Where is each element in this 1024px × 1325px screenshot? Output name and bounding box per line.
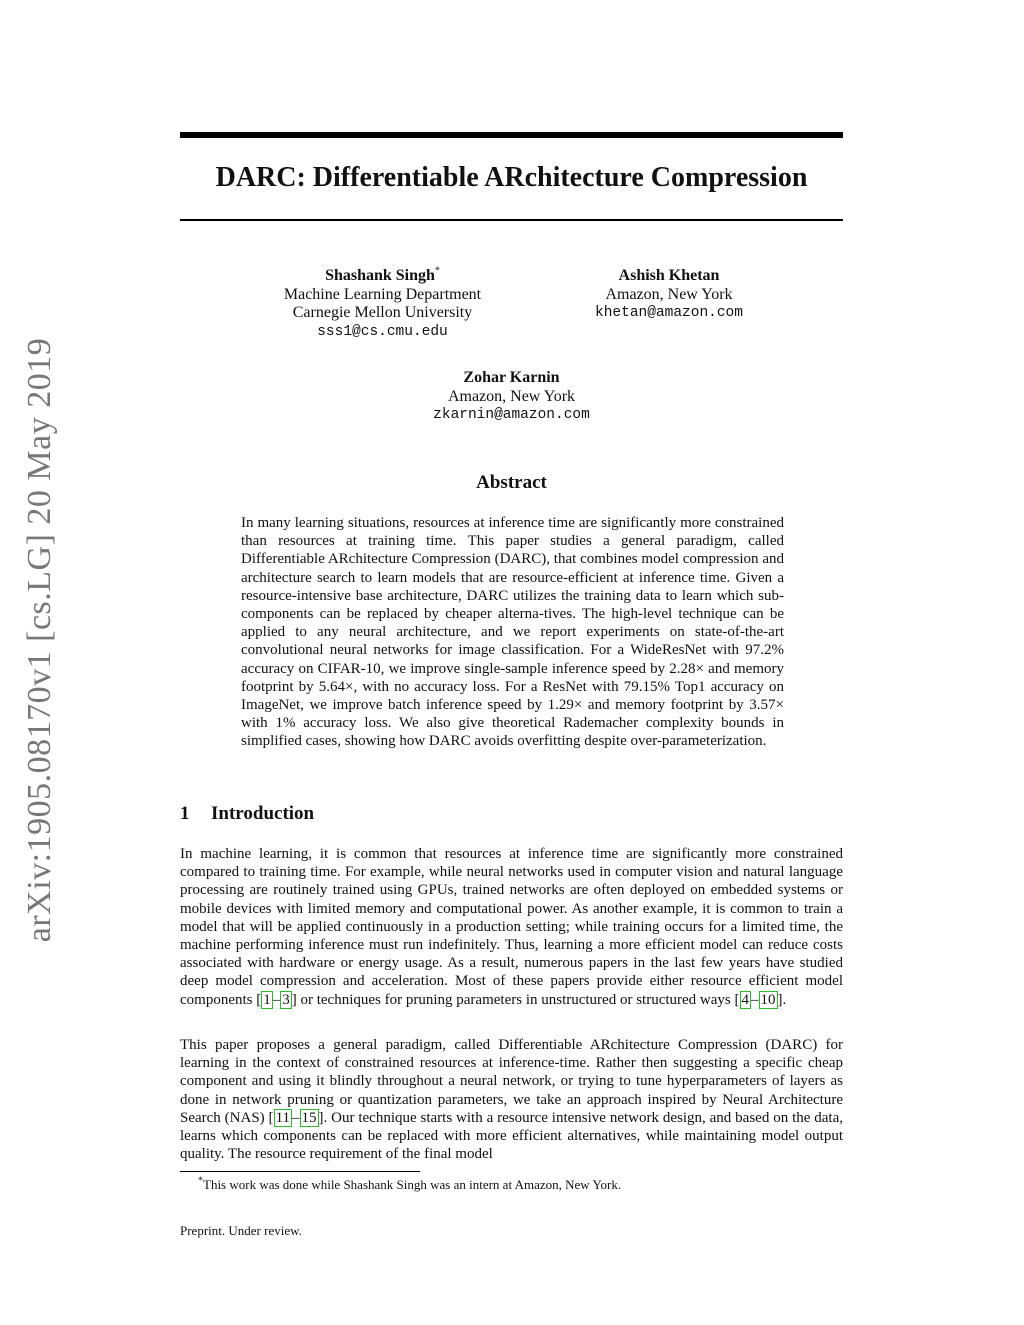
- author-affiliation: Machine Learning Department: [283, 285, 482, 303]
- footnote-rule: [180, 1171, 420, 1172]
- author-affiliation: Amazon, New York: [447, 387, 576, 405]
- author-affiliation: Amazon, New York: [605, 285, 733, 303]
- abstract-text: In many learning situations, resources at inference time are significantly more constrained than resources at training time. This paper studies a general paradigm, called Differentiable ARchitecture Compression (DARC), that combines model compression and architecture search to learn models that are resource-efficient at inference time. Given a resource-intensive base architecture, DARC utilizes the training data to learn which sub-components can be replaced by cheaper alterna-tives. The high-level technique can be applied to any neural architecture, and we report experiments on state-of-the-art convolutional neural networks for image classification. For a WideResNet with 97.2% accuracy on CIFAR-10, we improve single-sample inference speed by 2.28× and memory footprint by 5.64×, with no accuracy loss. For a ResNet with 79.15% Top1 accuracy on ImageNet, we improve batch inference speed by 1.29× and memory footprint by 3.57× with 1% accuracy loss. We also give theoretical Rademacher complexity bounds in simplified cases, showing how DARC avoids overfitting despite over-parameterization.: [241, 515, 784, 750]
- footnote-mark: *: [434, 265, 440, 277]
- intro-paragraph-2: [180, 1036, 843, 1163]
- arxiv-stamp: [18, 0, 62, 1325]
- author-email[interactable]: zkarnin@amazon.com: [433, 407, 590, 423]
- citation-link[interactable]: 10: [760, 991, 776, 1008]
- title-bottom-rule: [180, 219, 843, 221]
- footnote: [198, 1177, 621, 1193]
- citation-link[interactable]: 4: [741, 991, 750, 1008]
- author-name: Shashank Singh: [325, 267, 435, 284]
- author-name: Zohar Karnin: [463, 369, 560, 386]
- abstract-heading: Abstract: [476, 472, 547, 493]
- author-name: Ashish Khetan: [618, 267, 720, 284]
- author-email[interactable]: khetan@amazon.com: [595, 305, 743, 321]
- citation-separator: –: [751, 991, 759, 1008]
- paragraph-text: ] or techniques for pruning parameters in unstructured or structured ways [: [291, 991, 740, 1008]
- preprint-footer: Preprint. Under review.: [180, 1223, 302, 1238]
- footnote-text: This work was done while Shashank Singh was an intern at Amazon, New York.: [203, 1177, 622, 1192]
- citation-link[interactable]: 1: [263, 991, 271, 1008]
- citation-link[interactable]: 11: [275, 1109, 291, 1126]
- section-heading: [180, 803, 314, 825]
- paragraph-text: ]. Our technique starts with a resource intensive network design, and based on the data, learns which components can be replaced with more efficient alternatives, while maintaining model output quality. The resource requirement of the final model: [180, 1109, 843, 1163]
- paragraph-text: In machine learning, it is common that resources at inference time are significantly more constrained compared to training time. For example, while neural networks used in computer vision and natural language processing are routinely trained using GPUs, trained networks are often deployed on embedded systems or mobile devices with limited memory and computational power. As another example, it is common to train a model that will be applied continuously in a production setting; while training occurs for a limited time, the machine performing inference must run indefinitely. Thus, learning a more efficient model can reduce costs associated with hardware or energy usage. As a result, numerous papers in the last few years have studied deep model compression and acceleration. Most of these papers provide either resource efficient model components [: [180, 846, 843, 1008]
- author-block-1: [255, 267, 510, 341]
- paper-title: DARC: Differentiable ARchitecture Compression: [215, 162, 808, 193]
- arxiv-stamp-text: arXiv:1905.08170v1 [cs.LG] 20 May 2019: [21, 337, 58, 943]
- paragraph-text: ].: [777, 991, 787, 1008]
- citation-separator: –: [272, 991, 281, 1008]
- paragraph-text: This paper proposes a general paradigm, called Differentiable ARchitecture Compression (DARC) for learning in the context of constrained resources at inference-time. Rather then suggesting a specific cheap component and using it blindly throughout a neural network, or trying to tune hyperparameters of layers as done in network pruning or quantization parameters, we take an approach inspired by Neural Architecture Search (NAS) [: [180, 1037, 843, 1126]
- author-email[interactable]: sss1@cs.cmu.edu: [317, 323, 448, 340]
- citation-separator: –: [292, 1109, 300, 1126]
- author-block-2: [560, 267, 778, 323]
- title-top-rule: [180, 132, 843, 138]
- citation-link[interactable]: 15: [301, 1109, 317, 1126]
- intro-paragraph-1: [180, 845, 843, 1009]
- footnote-mark: *: [198, 1175, 203, 1187]
- citation-link[interactable]: 3: [282, 991, 290, 1008]
- author-block-3: [380, 369, 643, 425]
- section-number: 1: [180, 803, 190, 824]
- section-title: Introduction: [211, 803, 315, 824]
- author-affiliation: Carnegie Mellon University: [292, 304, 473, 321]
